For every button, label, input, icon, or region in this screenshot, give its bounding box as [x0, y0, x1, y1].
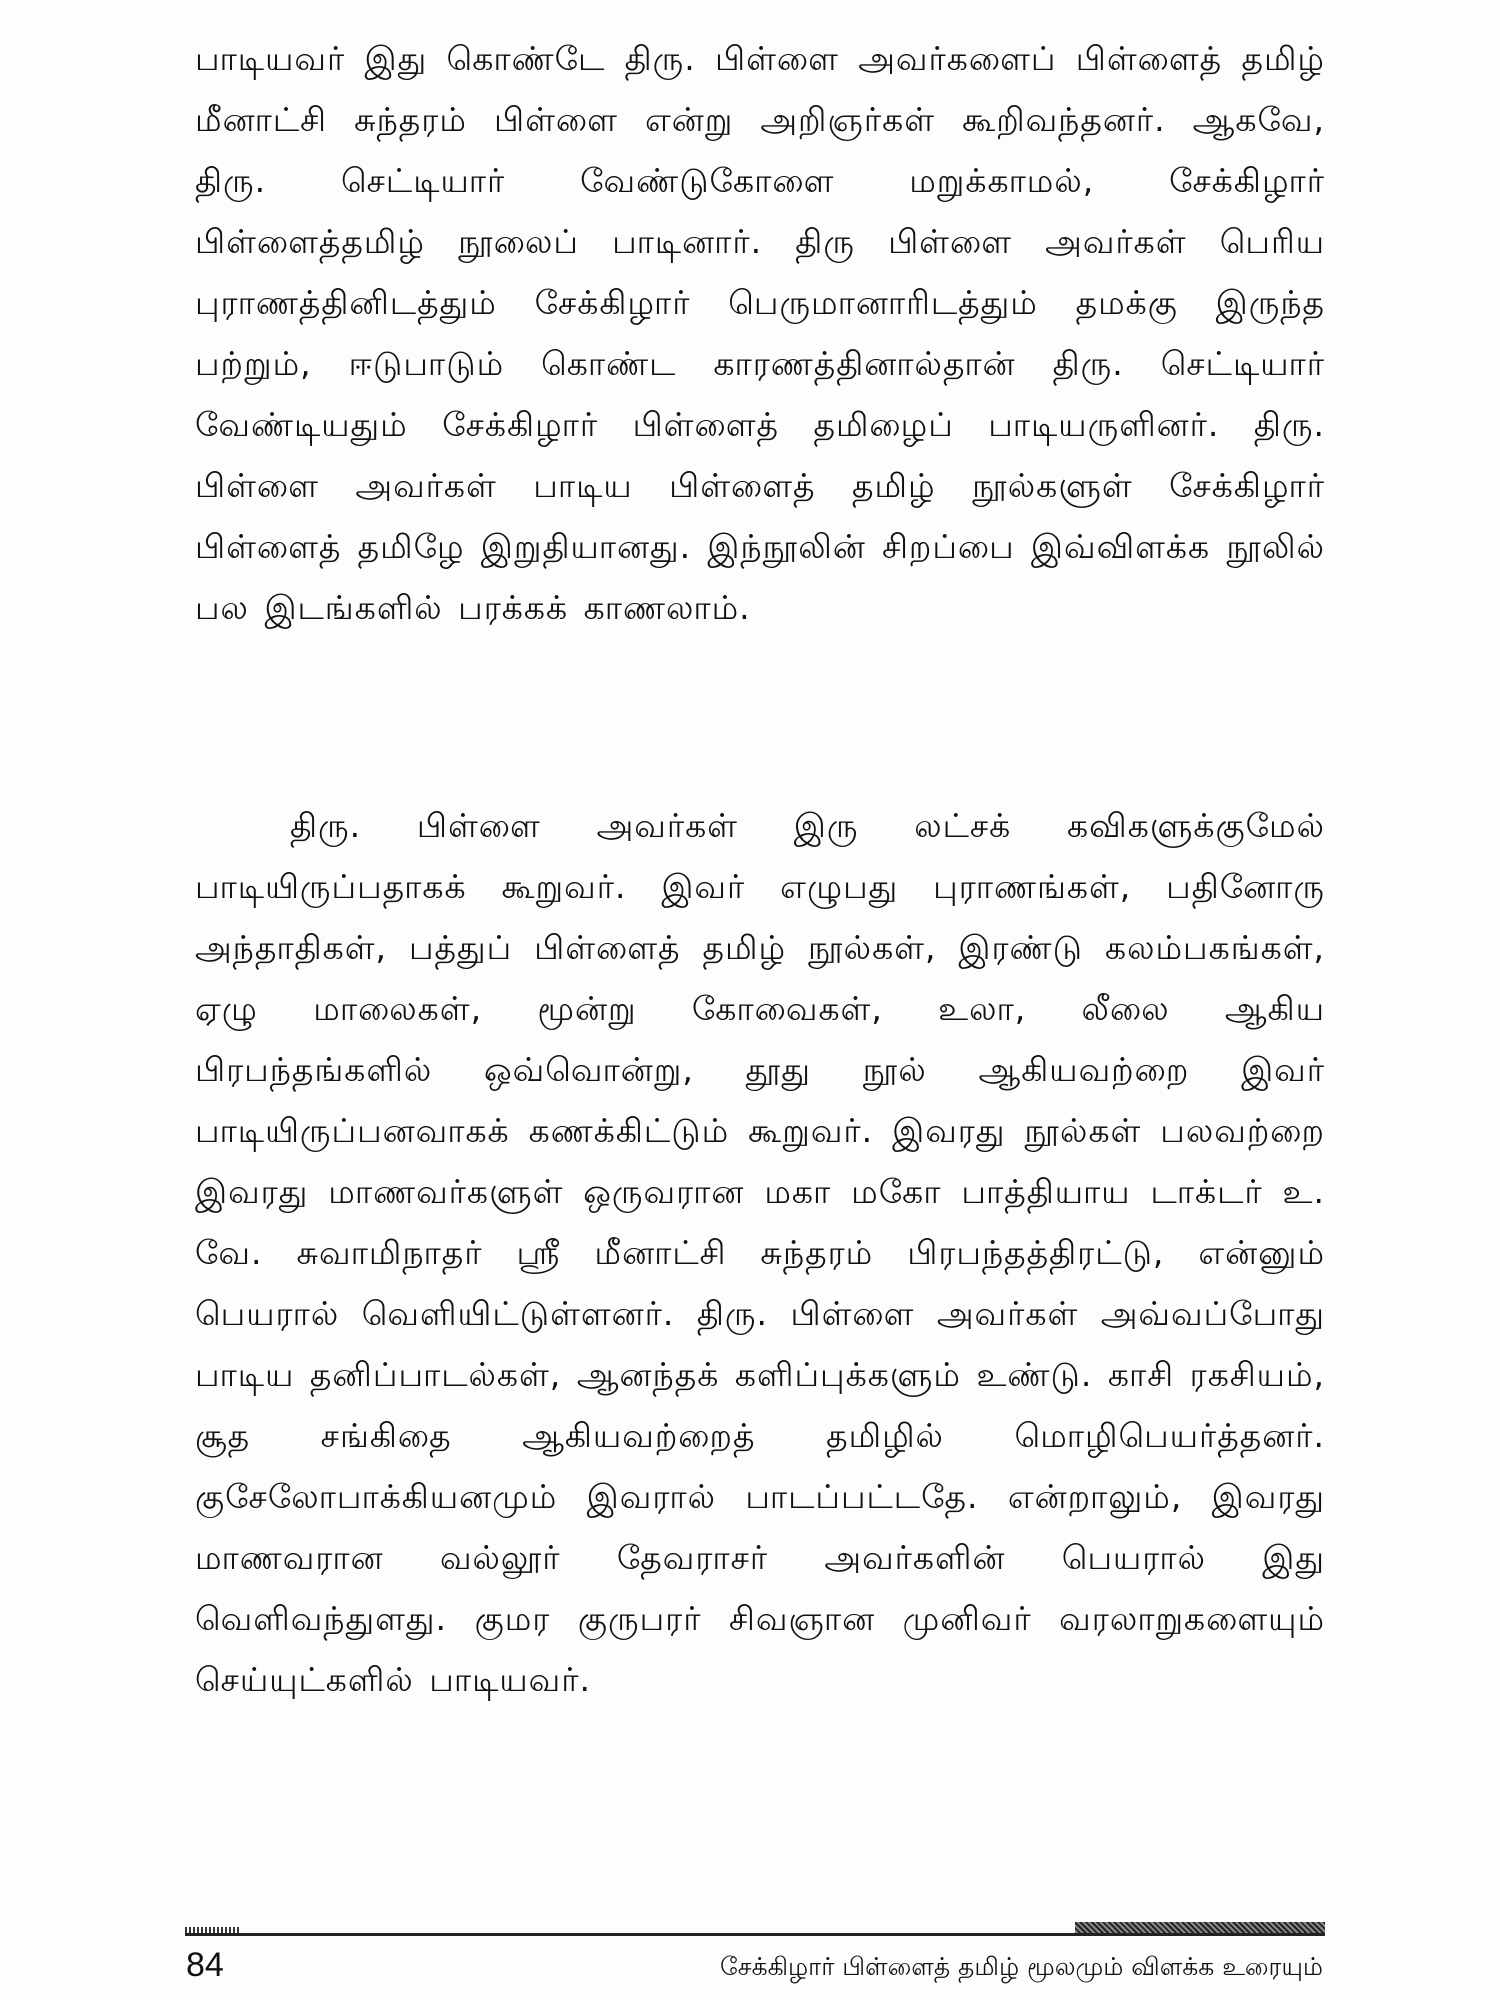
paragraph-2-text: திரு. பிள்ளை அவர்கள் இரு லட்சக் கவிகளுக்குமேல் பாடியிருப்பதாகக் கூறுவர். இவர் எழுபது புராணங்கள், பதினோரு அந்தாதிகள், பத்துப் பிள்ளைத் தமிழ் நூல்கள், இரண்டு கலம்பகங்கள், ஏழு மாலைகள், மூன்று கோவைகள், உலா, லீலை ஆகிய பிரபந்தங்களில் ஒவ்வொன்று, தூது நூல் ஆகியவற்றை இவர் பாடியிருப்பனவாகக் கணக்கிட்டும் கூறுவர். இவரது நூல்கள் பலவற்றை இவரது மாணவர்களுள் ஒருவரான மகா மகோ பாத்தியாய டாக்டர் உ. வே. சுவாமிநாதர் ஸ்ரீ மீனாட்சி சுந்தரம் பிரபந்தத்திரட்டு, என்னும் பெயரால் வெளியிட்டுள்ளனர். திரு. பிள்ளை அவர்கள் அவ்வப்போது பாடிய தனிப்பாடல்கள், ஆனந்தக் களிப்புக்களும் உண்டு. காசி ரகசியம், சூத சங்கிதை ஆகியவற்றைத் தமிழில் மொழிபெயர்த்தனர். குசேலோபாக்கியனமும் இவரால் பாடப்பட்டதே. என்றாலும், இவரது மாணவரான வல்லூர் தேவராசர் அவர்களின் பெயரால் இது வெளிவந்துளது. குமர குருபரர் சிவஞான முனிவர் வரலாறுகளையும் செய்யுட்களில் பாடியவர்.	[195, 806, 1325, 1699]
running-title: சேக்கிழார் பிள்ளைத் தமிழ் மூலமும் விளக்க உரையும்	[719, 1952, 1323, 1981]
paragraph-1-text: பாடியவர் இது கொண்டே திரு. பிள்ளை அவர்களைப் பிள்ளைத் தமிழ் மீனாட்சி சுந்தரம் பிள்ளை என்று அறிஞர்கள் கூறிவந்தனர். ஆகவே, திரு. செட்டியார் வேண்டுகோளை மறுக்காமல், சேக்கிழார் பிள்ளைத்தமிழ் நூலைப் பாடினார். திரு பிள்ளை அவர்கள் பெரிய புராணத்தினிடத்தும் சேக்கிழார் பெருமானாரிடத்தும் தமக்கு இருந்த பற்றும், ஈடுபாடும் கொண்ட காரணத்தினால்தான் திரு. செட்டியார் வேண்டியதும் சேக்கிழார் பிள்ளைத் தமிழைப் பாடியருளினர். திரு. பிள்ளை அவர்கள் பாடிய பிள்ளைத் தமிழ் நூல்களுள் சேக்கிழார் பிள்ளைத் தமிழே இறுதியானது. இந்நூலின் சிறப்பை இவ்விளக்க நூலில் பல இடங்களில் பரக்கக் காணலாம்.	[195, 39, 1325, 627]
footer-divider	[185, 1933, 1325, 1936]
paragraph-2	[195, 795, 1325, 1710]
page-number: 84	[186, 1946, 224, 1984]
paragraph-1	[195, 28, 1325, 638]
